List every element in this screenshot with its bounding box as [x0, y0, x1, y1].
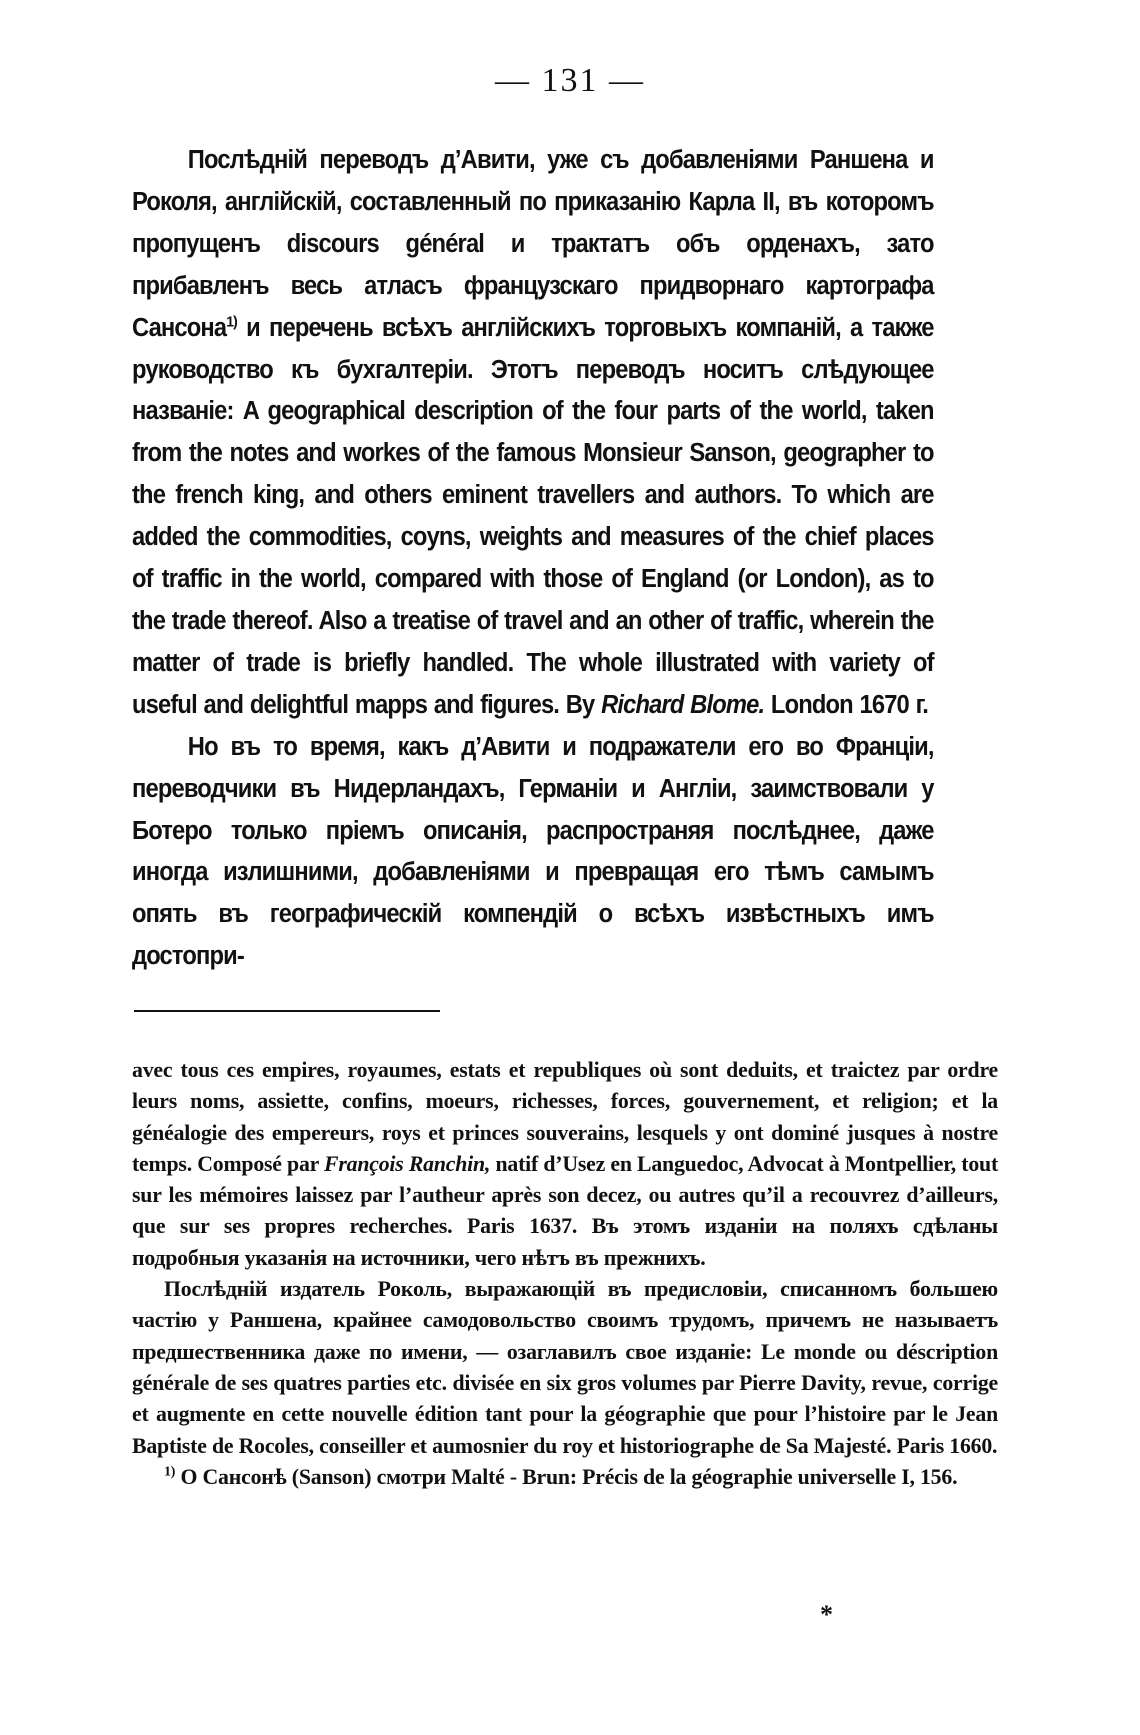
page-number: — 131 —: [495, 62, 645, 99]
main-text: [132, 140, 934, 978]
author-name-ranchin: François Ranchin,: [324, 1151, 491, 1176]
footnote-continued-text-a: avec tous ces empires, royaumes, estats et republiques où sont deduits, et traictez par ordre leurs noms, assiette, confins, moeurs, richesses, forces, gouvernement, et religion; et la généalogie des empereurs, roys et princes souverains, lesquels y ont dominé jusques à nostre temps. Composé par: [132, 1058, 998, 1176]
footnote-continued: [132, 1055, 998, 1274]
signature-mark: *: [820, 1600, 833, 1629]
footnote-continued-text-b: natif d’Usez en Languedoc, Advocat à Montpellier, tout sur les mémoires laissez par l’autheur après son decez, ou autres qu’il a recouvrez d’ailleurs, que sur ses propres recherches. Paris 1637. Въ этомъ изданіи на поляхъ сдѣланы подробныя указанія на источники, чего нѣтъ въ прежнихъ.: [132, 1151, 998, 1270]
paragraph-1-text-b: и перечень всѣхъ англійскихъ торговыхъ компаній, а также руководство къ бухгалтеріи. Этотъ переводъ носитъ слѣдующее названіе: A geographical description of the four parts of the world, taken from the notes and workes of the famous Monsieur Sanson, geographer to the french king, and others eminent travellers and authors. To which are added the commodities, coyns, weights and measures of the chief places of traffic in the world, compared with those of England (or London), as to the trade thereof. Also a treatise of travel and an other of traffic, wherein the matter of trade is briefly handled. The whole illustrated with variety of useful and delightful mapps and figures. By: [132, 313, 934, 719]
footnote-1: [132, 1462, 998, 1493]
footnote-rocoles: Послѣдній издатель Роколь, выражающій въ предисловіи, списанномъ большею частію у Раншена, крайнее самодовольство своимъ трудомъ, причемъ не называетъ предшественника даже по имени, — озаглавилъ свое изданіе: Le monde ou déscription générale de ses quatres parties etc. divisée en six gros volumes par Pierre Davity, revue, corrige et augmente en cette nouvelle édition tant pour la géographie que pour l’histoire par le Jean Baptiste de Rocoles, conseiller et aumosnier du roy et historiographe de Sa Majesté. Paris 1660.: [132, 1277, 998, 1458]
footnote-1-text: О Сансонѣ (Sanson) смотри Malté - Brun: Précis de la géographie universelle I, 156.: [175, 1464, 958, 1489]
paragraph-1-text-c: London 1670 г.: [764, 690, 929, 719]
author-name-blome: Richard Blome.: [601, 690, 765, 719]
footnote-divider: [134, 1010, 440, 1012]
paragraph-1-text-a: Послѣдній переводъ д’Авити, уже съ добавленіями Раншена и Роколя, англійскій, составленный по приказанію Карла II, въ которомъ пропущенъ discours général и трактатъ объ орденахъ, зато прибавленъ весь атласъ французскаго придворнаго картографа Сансона: [132, 146, 934, 342]
paragraph-2: Но въ то время, какъ д’Авити и подражатели его во Франціи, переводчики въ Нидерландахъ, Германіи и Англіи, заимствовали у Ботеро только пріемъ описанія, распространяя послѣднее, даже иногда излишними, добавленіями и превращая его тѣмъ самымъ опять въ географическій компендій о всѣхъ извѣстныхъ имъ достопри-: [132, 732, 934, 971]
footnote-1-mark: 1): [164, 1464, 176, 1480]
footnote-reference-1: 1): [226, 313, 238, 331]
footnotes: [132, 1055, 998, 1493]
paragraph-1: [132, 140, 934, 727]
